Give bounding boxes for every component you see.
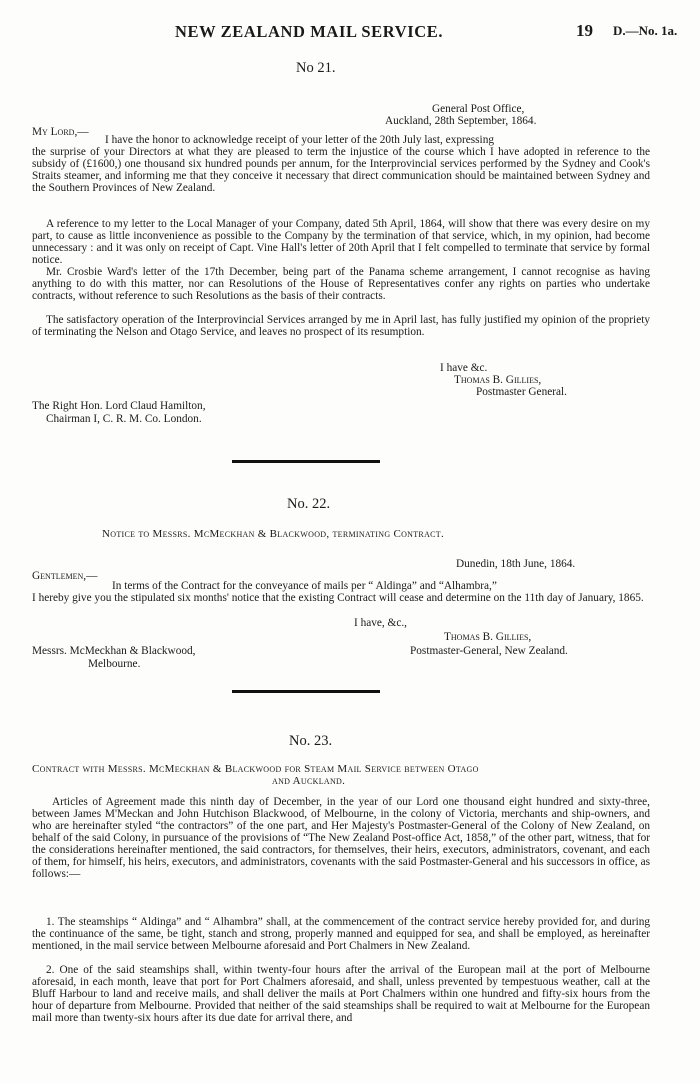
letter-21-signer-title: Postmaster General. bbox=[476, 386, 567, 398]
letter-22-caption: Notice to Messrs. McMeckhan & Blackwood, terminating Contract. bbox=[102, 528, 445, 540]
page-number: 19 bbox=[576, 21, 593, 40]
letter-22-date: Dunedin, 18th June, 1864. bbox=[456, 558, 576, 570]
letter-22-signer: Thomas B. Gillies, bbox=[444, 631, 532, 643]
letter-21-date: Auckland, 28th September, 1864. bbox=[385, 115, 537, 127]
letter-22-signer-title: Postmaster-General, New Zealand. bbox=[410, 645, 568, 657]
letter-21-place: General Post Office, bbox=[432, 103, 525, 115]
letter-21-paragraph-3: Mr. Crosbie Ward's letter of the 17th December, being part of the Panama scheme arrangement, I cannot recognise as having anything to do with this matter, nor can Resolutions of the House of Representatives confer any rights on parties who undertake contracts, without reference to such Resolutions as the basis of their contracts. bbox=[32, 266, 650, 302]
contract-preamble-paragraph: Articles of Agreement made this ninth day of December, in the year of our Lord one thousand eight hundred and sixty-three, between James M'Meckan and John Hutchison Blackwood, of Melbourne, in the colony of Victoria, merchants and ship-owners, and who are hereinafter styled “the contractors” of the one part, and Her Majesty's Postmaster-General of the Colony of New Zealand, on behalf of the said Colony, in pursuance of the provisions of “The New Zealand Post-office Act, 1858,” of the other part, witness, that for the considerations hereinafter mentioned, the said contractors, for themselves, their heirs, executors, administrators, covenant, and each of them, for himself, his heirs, executors, and administrators, covenants with the said Postmaster-General and his successors in office, as follows:— bbox=[32, 796, 650, 880]
letter-21-paragraph-1-opening: I have the honor to acknowledge receipt of your letter of the 20th July last, expressing bbox=[105, 134, 494, 146]
letter-22-number: No. 22. bbox=[287, 496, 331, 512]
letter-22-addressee-line-2: Melbourne. bbox=[88, 658, 141, 670]
section-divider-rule bbox=[232, 690, 380, 693]
letter-21-paragraph-4: The satisfactory operation of the Interprovincial Services arranged by me in April last, has fully justified my opinion of the propriety of terminating the Nelson and Otago Service, and leaves no prospect of its resumption. bbox=[32, 314, 650, 338]
letter-21-closing: I have &c. bbox=[440, 362, 488, 374]
letter-22-closing: I have, &c., bbox=[354, 617, 408, 629]
letter-22-addressee-line-1: Messrs. McMeckhan & Blackwood, bbox=[32, 645, 196, 657]
document-reference: D.—No. 1a. bbox=[613, 23, 678, 38]
letter-21-paragraph-2: A reference to my letter to the Local Manager of your Company, dated 5th April, 1864, will show that there was every desire on my part, to cause as little inconvenience as possible to the Company by the termination of that service, which, in my opinion, had become unnecessary : and it was only on receipt of Capt. Vine Hall's letter of 20th April that I felt compelled to terminate that service by formal notice. bbox=[32, 218, 650, 266]
letter-23-caption-line-2: and Auckland. bbox=[272, 775, 346, 787]
letter-21-addressee-line-2: Chairman I, C. R. M. Co. London. bbox=[46, 413, 202, 425]
letter-22-paragraph-1: I hereby give you the stipulated six months' notice that the existing Contract will cease and determine on the 11th day of January, 1865. bbox=[32, 592, 644, 604]
letter-22-paragraph-1-opening: In terms of the Contract for the conveyance of mails per “ Aldinga” and “Alhambra,” bbox=[112, 580, 497, 592]
letter-21-paragraph-1: the surprise of your Directors at what they are pleased to term the injustice of the course which I have adopted in reference to the subsidy of (£1600,) one thousand six hundred pounds per annum, for the Interprovincial services performed by the Sydney and Cook's Straits steamer, and informing me that they conceive it necessary that direct communication should be maintained between Sydney and the Southern Provinces of New Zealand. bbox=[32, 146, 650, 194]
letter-21-number: No 21. bbox=[296, 60, 336, 76]
letter-21-salutation: My Lord,— bbox=[32, 126, 89, 138]
contract-clause-1: 1. The steamships “ Aldinga” and “ Alhambra” shall, at the commencement of the contract service hereby provided for, and during the continuance of the same, be tight, stanch and strong, properly manned and equipped for sea, and shall be employed, as hereinafter mentioned, in the mail service between Melbourne aforesaid and Port Chalmers in New Zealand. bbox=[32, 916, 650, 952]
letter-22-salutation: Gentlemen,— bbox=[32, 570, 98, 582]
section-divider-rule bbox=[232, 460, 380, 463]
letter-23-number: No. 23. bbox=[289, 733, 333, 749]
letter-21-addressee-line-1: The Right Hon. Lord Claud Hamilton, bbox=[32, 400, 206, 412]
running-header-title: NEW ZEALAND MAIL SERVICE. bbox=[175, 22, 444, 41]
letter-21-signer: Thomas B. Gillies, bbox=[454, 374, 542, 386]
letter-23-caption-line-1: Contract with Messrs. McMeckhan & Blackwood for Steam Mail Service between Otago bbox=[32, 763, 479, 775]
contract-clause-2: 2. One of the said steamships shall, within twenty-four hours after the arrival of the European mail at the port of Melbourne aforesaid, in each month, leave that port for Port Chalmers aforesaid, and shall, unless prevented by tempestuous weather, call at the Bluff Harbour to land and receive mails, and shall deliver the mails at Port Chalmers within one hundred and fifty-six hours from the hour of departure from Melbourne. Provided that neither of the said steamships shall be required to wait at Melbourne for the European mail more than twenty-six hours after its due date for arrival there, and bbox=[32, 964, 650, 1024]
